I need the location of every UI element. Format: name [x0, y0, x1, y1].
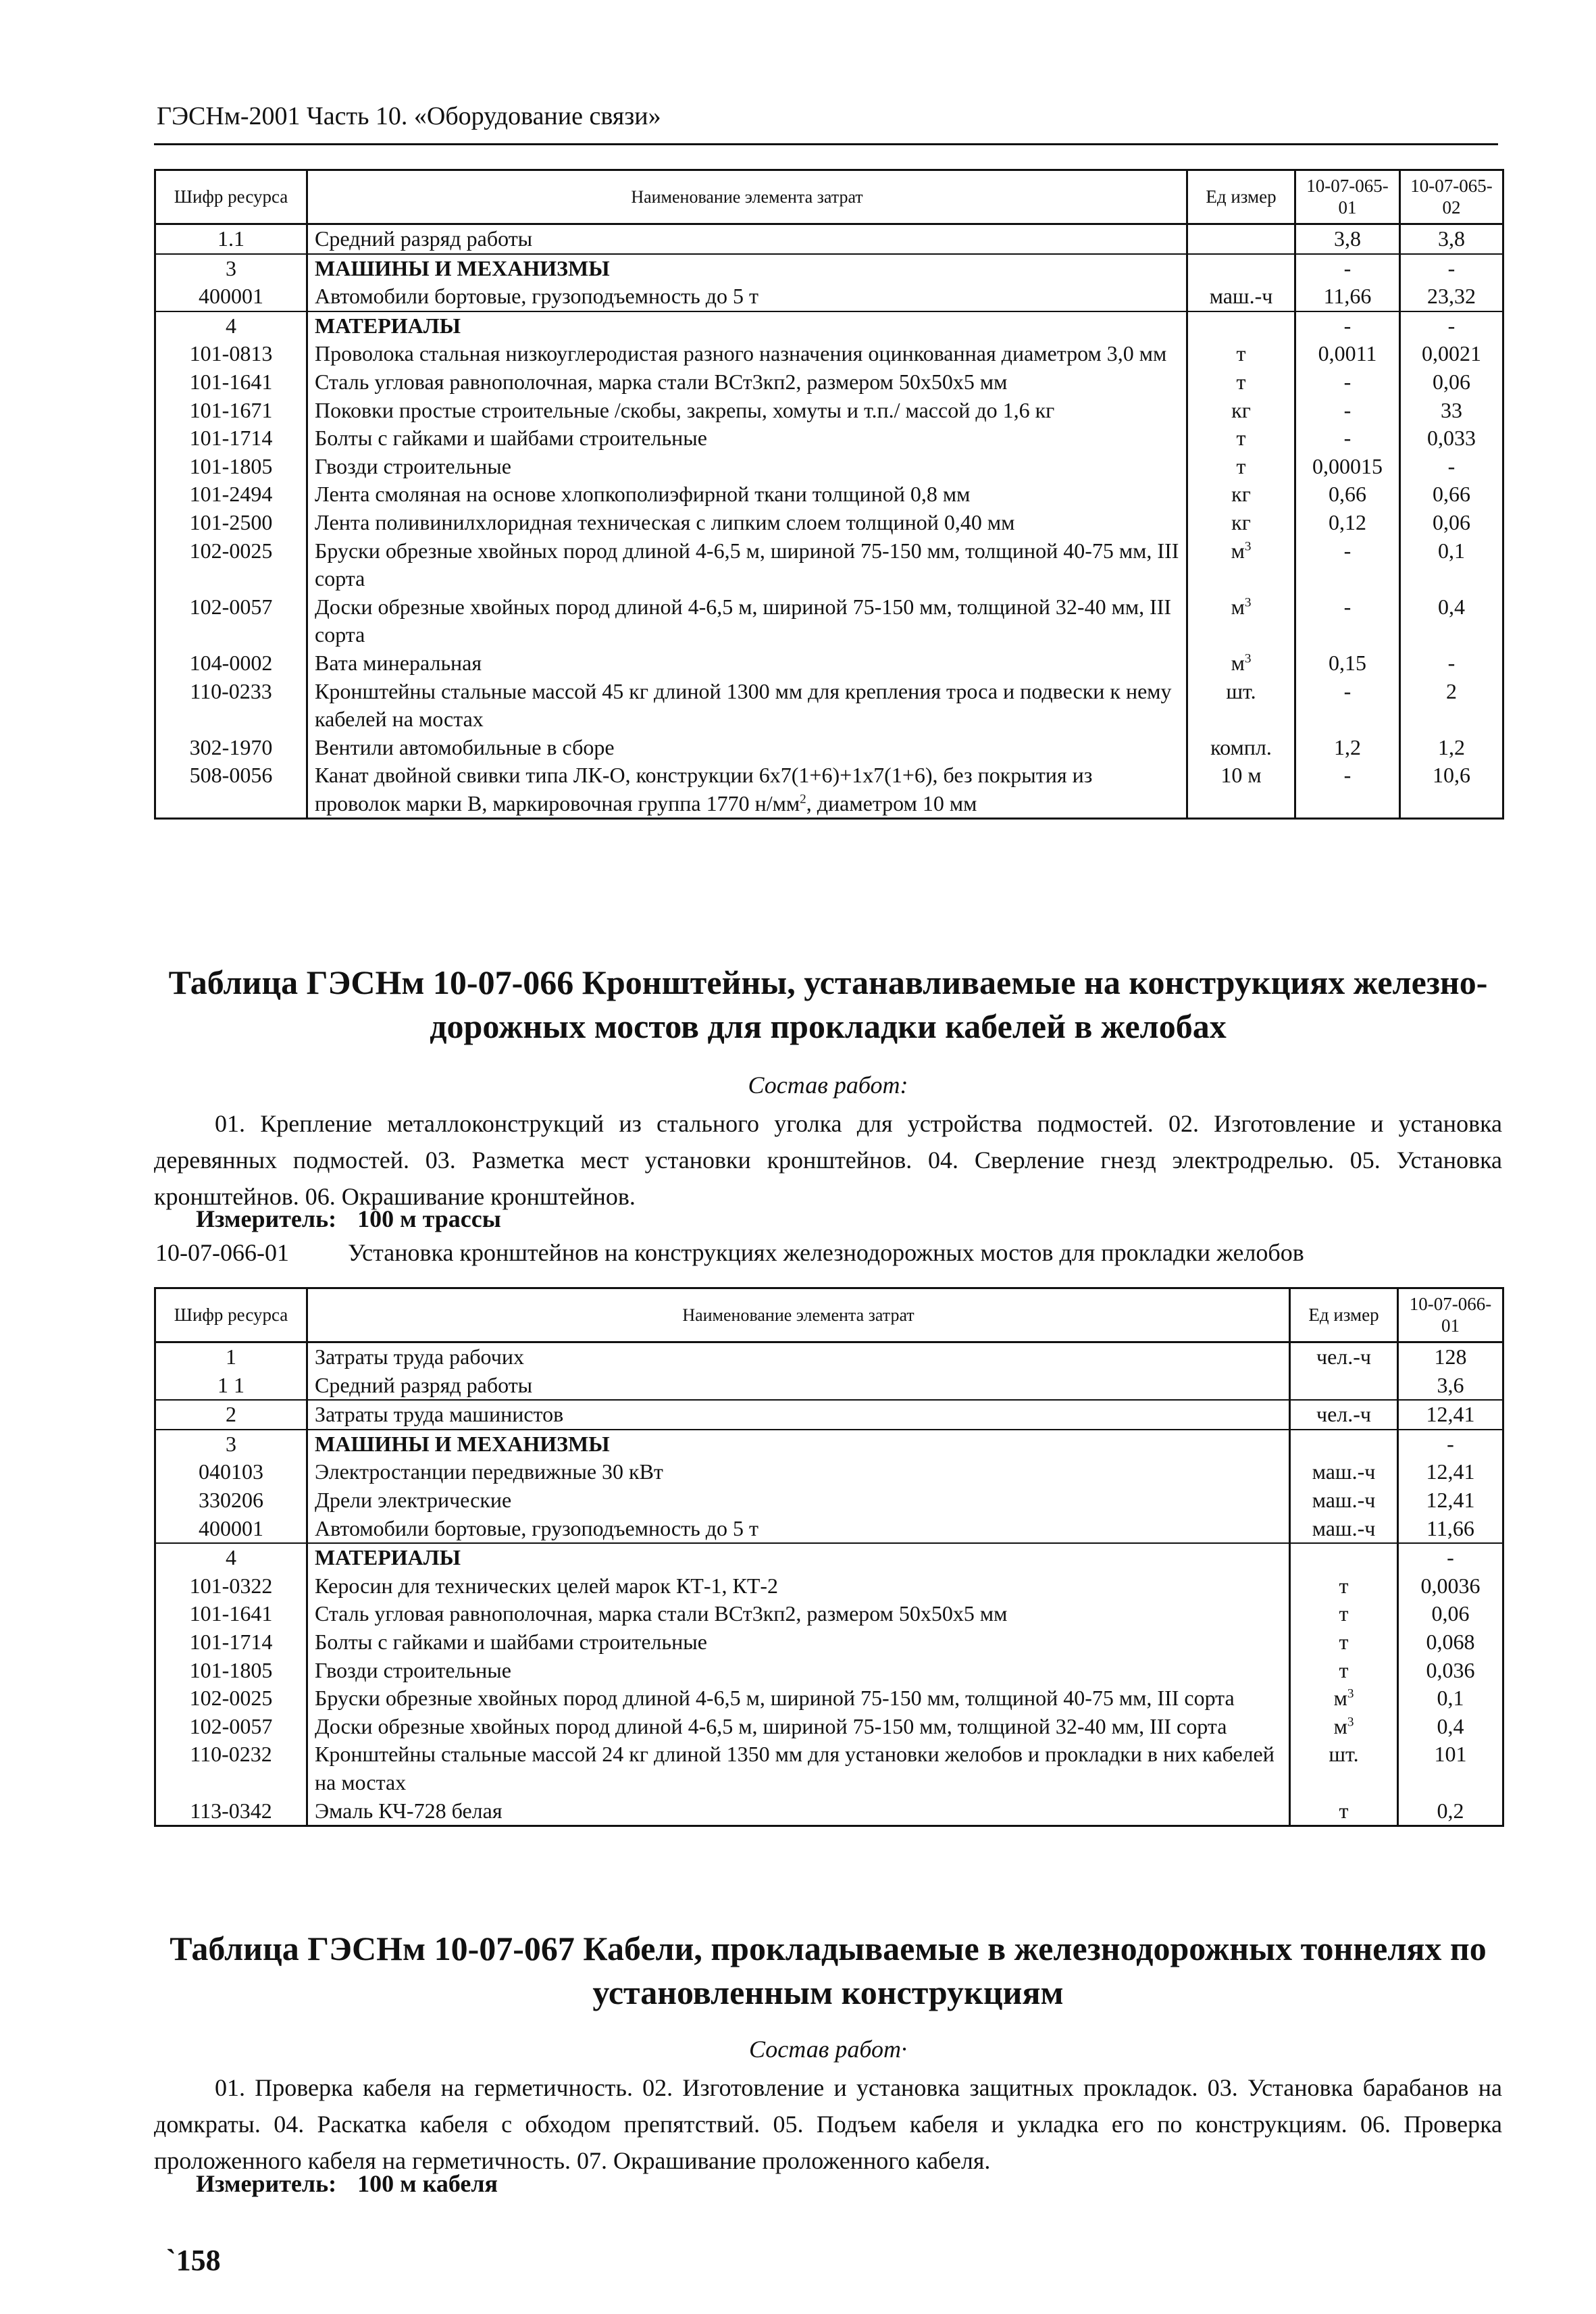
- section-heading: МАТЕРИАЛЫ: [307, 1543, 1290, 1572]
- resource-code: 110-0232: [155, 1740, 307, 1796]
- norm-value-1: 0,4: [1398, 1713, 1503, 1741]
- resource-code: 508-0056: [155, 761, 307, 819]
- table-row: [155, 1572, 1503, 1601]
- resource-code: 101-1641: [155, 368, 307, 397]
- norm-value-2: 0,06: [1400, 368, 1503, 397]
- unit: т: [1290, 1657, 1398, 1685]
- resource-code: 101-1805: [155, 453, 307, 481]
- resource-code: 2: [155, 1400, 307, 1430]
- resource-name: Эмаль КЧ-728 белая: [307, 1797, 1290, 1826]
- resource-code: 101-2494: [155, 480, 307, 509]
- unit: маш.-ч: [1290, 1515, 1398, 1544]
- table-row: [155, 734, 1503, 762]
- table-row: [155, 1740, 1503, 1796]
- resource-code: 1: [155, 1342, 307, 1372]
- section-row: [155, 254, 1503, 283]
- table-row: [155, 509, 1503, 537]
- resource-code: 1.1: [155, 224, 307, 254]
- table-row: [155, 1797, 1503, 1826]
- norm-value-2: -: [1400, 649, 1503, 678]
- col-header-code: Шифр ресурса: [155, 1288, 307, 1342]
- table-row: [155, 1458, 1503, 1486]
- resource-name: Проволока стальная низкоуглеродистая разного назначения оцинкованная диаметром 3,0 мм: [307, 340, 1187, 368]
- resource-code: 101-1805: [155, 1657, 307, 1685]
- norm-value-2: 0,66: [1400, 480, 1503, 509]
- works-caption-066: Состав работ:: [748, 1072, 908, 1099]
- unit: кг: [1187, 480, 1295, 509]
- norm-value-2: 0,0021: [1400, 340, 1503, 368]
- norm-value-1: 12,41: [1398, 1486, 1503, 1515]
- resource-name: Доски обрезные хвойных пород длиной 4-6,5 м, шириной 75-150 мм, толщиной 32-40 мм, III сорта: [307, 1713, 1290, 1741]
- table-row: [155, 397, 1503, 425]
- table-row: [155, 1713, 1503, 1741]
- resource-code: 302-1970: [155, 734, 307, 762]
- norm-line-066-01: [155, 1238, 1499, 1267]
- resource-code: 330206: [155, 1486, 307, 1515]
- unit: т: [1290, 1797, 1398, 1826]
- table-row: [155, 1372, 1503, 1401]
- table-row: [155, 761, 1503, 819]
- table-row: [155, 1600, 1503, 1628]
- norm-value-1: 0,12: [1295, 509, 1400, 537]
- table-row: [155, 1657, 1503, 1685]
- norm-value-2: 33: [1400, 397, 1503, 425]
- norm-value-1: -: [1295, 368, 1400, 397]
- resource-name: Сталь угловая равнополочная, марка стали ВСт3кп2, размером 50х50х5 мм: [307, 1600, 1290, 1628]
- norm-value-1: 0,66: [1295, 480, 1400, 509]
- resource-code: 3: [155, 1430, 307, 1459]
- norm-value-1: 11,66: [1295, 282, 1400, 311]
- unit: 10 м: [1187, 761, 1295, 819]
- section-heading: МАТЕРИАЛЫ: [307, 311, 1187, 341]
- table-066-title-line1: Таблица ГЭСНм 10-07-066 Кронштейны, устанавливаемые на конструкциях железно-: [168, 963, 1488, 1001]
- measure-066: [196, 1205, 501, 1233]
- table-row: [155, 368, 1503, 397]
- table-row: [155, 480, 1503, 509]
- unit: т: [1290, 1600, 1398, 1628]
- table-row: [155, 424, 1503, 453]
- norm-value-1: 0,2: [1398, 1797, 1503, 1826]
- table-row: [155, 1342, 1503, 1372]
- resource-name: Бруски обрезные хвойных пород длиной 4-6,5 м, шириной 75-150 мм, толщиной 40-75 мм, III сорта: [307, 1684, 1290, 1713]
- resource-name: Лента поливинилхлоридная техническая с липким слоем толщиной 0,40 мм: [307, 509, 1187, 537]
- col-header-norm-1: 10-07-066-01: [1398, 1288, 1503, 1342]
- section-row: [155, 1543, 1503, 1572]
- norm-value-1: 128: [1398, 1342, 1503, 1372]
- resource-code: 101-2500: [155, 509, 307, 537]
- norm-value-1: 0,0011: [1295, 340, 1400, 368]
- resource-name: Гвозди строительные: [307, 1657, 1290, 1685]
- resource-name: Затраты труда рабочих: [307, 1342, 1290, 1372]
- resource-code: 040103: [155, 1458, 307, 1486]
- resource-code: 3: [155, 254, 307, 283]
- unit: т: [1187, 424, 1295, 453]
- norm-value-1: -: [1398, 1543, 1503, 1572]
- col-header-norm-1: 10-07-065-01: [1295, 170, 1400, 224]
- resource-name: Средний разряд работы: [307, 224, 1187, 254]
- resource-code: 101-1671: [155, 397, 307, 425]
- unit: [1290, 1543, 1398, 1572]
- norm-value-1: -: [1295, 537, 1400, 593]
- norm-value-1: 11,66: [1398, 1515, 1503, 1544]
- resource-name: Лента смоляная на основе хлопкополиэфирной ткани толщиной 0,8 мм: [307, 480, 1187, 509]
- resource-code: 101-1714: [155, 1628, 307, 1657]
- unit: шт.: [1290, 1740, 1398, 1796]
- cost-table-066: [154, 1287, 1504, 1827]
- resource-name: Вентили автомобильные в сборе: [307, 734, 1187, 762]
- measure-label: Измеритель:: [196, 1205, 337, 1232]
- unit: $м^3$: [1187, 649, 1295, 678]
- table-row: [155, 282, 1503, 311]
- resource-code: 102-0025: [155, 1684, 307, 1713]
- resource-code: 400001: [155, 282, 307, 311]
- norm-value-1: 12,41: [1398, 1400, 1503, 1430]
- resource-code: 4: [155, 311, 307, 341]
- table-row: [155, 1486, 1503, 1515]
- norm-value-1: -: [1295, 678, 1400, 734]
- resource-code: 101-0322: [155, 1572, 307, 1601]
- resource-code: 102-0025: [155, 537, 307, 593]
- resource-name: Автомобили бортовые, грузоподъемность до 5 т: [307, 282, 1187, 311]
- norm-value-2: 2: [1400, 678, 1503, 734]
- col-header-norm-2: 10-07-065-02: [1400, 170, 1503, 224]
- norm-value-1: -: [1295, 761, 1400, 819]
- unit: $м^3$: [1187, 593, 1295, 649]
- norm-value-2: -: [1400, 311, 1503, 341]
- unit: $м^3$: [1290, 1713, 1398, 1741]
- cost-table-065-body: [155, 224, 1503, 819]
- norm-value-2: 23,32: [1400, 282, 1503, 311]
- norm-value-1: 12,41: [1398, 1458, 1503, 1486]
- resource-code: 104-0002: [155, 649, 307, 678]
- resource-name: Керосин для технических целей марок КТ-1, КТ-2: [307, 1572, 1290, 1601]
- unit: чел.-ч: [1290, 1342, 1398, 1372]
- measure-value: 100 м трассы: [357, 1205, 501, 1232]
- unit: [1187, 224, 1295, 254]
- unit: шт.: [1187, 678, 1295, 734]
- unit: $м^3$: [1187, 537, 1295, 593]
- table-row: [155, 340, 1503, 368]
- norm-value-2: 0,1: [1400, 537, 1503, 593]
- unit: кг: [1187, 509, 1295, 537]
- header-rule: [154, 143, 1498, 145]
- norm-value-2: -: [1400, 254, 1503, 283]
- table-row: [155, 678, 1503, 734]
- table-row: [155, 224, 1503, 254]
- norm-value-1: -: [1295, 397, 1400, 425]
- resource-name: Болты с гайками и шайбами строительные: [307, 1628, 1290, 1657]
- unit: маш.-ч: [1290, 1486, 1398, 1515]
- measure-067: [196, 2169, 498, 2198]
- resource-name: Дрели электрические: [307, 1486, 1290, 1515]
- unit: [1290, 1430, 1398, 1459]
- table-row: [155, 453, 1503, 481]
- norm-value-2: -: [1400, 453, 1503, 481]
- resource-code: 4: [155, 1543, 307, 1572]
- norm-value-1: 0,036: [1398, 1657, 1503, 1685]
- resource-code: 1 1: [155, 1372, 307, 1401]
- section-heading: МАШИНЫ И МЕХАНИЗМЫ: [307, 254, 1187, 283]
- works-list-066: 01. Крепление металлоконструкций из стального уголка для устройства подмостей. 02. Изготовление и установка деревянных подмостей. 03. Разметка мест установки кронштейнов. 04. Сверление гнезд электродрелью. 05. Установка кронштейнов. 06. Окрашивание кронштейнов.: [154, 1110, 1502, 1210]
- running-header: ГЭСНм-2001 Часть 10. «Оборудование связи»: [157, 102, 661, 130]
- measure-value: 100 м кабеля: [357, 2170, 498, 2197]
- resource-code: 400001: [155, 1515, 307, 1544]
- norm-value-1: 0,15: [1295, 649, 1400, 678]
- resource-name: Канат двойной свивки типа ЛК-О, конструкции 6х7(1+6)+1х7(1+6), без покрытия из проволок марки В, маркировочная группа 1770 $н/мм^2$, диаметром 10 мм: [307, 761, 1187, 819]
- resource-code: 102-0057: [155, 1713, 307, 1741]
- resource-name: Автомобили бортовые, грузоподъемность до 5 т: [307, 1515, 1290, 1544]
- unit: т: [1187, 368, 1295, 397]
- unit: т: [1187, 340, 1295, 368]
- norm-description: Установка кронштейнов на конструкциях железнодорожных мостов для прокладки желобов: [347, 1239, 1304, 1266]
- norm-value-1: -: [1295, 311, 1400, 341]
- norm-value-2: 0,06: [1400, 509, 1503, 537]
- norm-value-1: -: [1295, 593, 1400, 649]
- norm-value-2: 3,8: [1400, 224, 1503, 254]
- table-066-title-line2: дорожных мостов для прокладки кабелей в желобах: [430, 1007, 1227, 1045]
- norm-value-1: 0,0036: [1398, 1572, 1503, 1601]
- table-066-title: [154, 961, 1502, 1049]
- norm-value-1: 101: [1398, 1740, 1503, 1796]
- unit: чел.-ч: [1290, 1400, 1398, 1430]
- norm-value-1: 3,6: [1398, 1372, 1503, 1401]
- resource-name: Кронштейны стальные массой 24 кг длиной 1350 мм для установки желобов и прокладки в них кабелей на мостах: [307, 1740, 1290, 1796]
- table-row: [155, 1400, 1503, 1430]
- measure-label: Измеритель:: [196, 2170, 337, 2197]
- resource-name: Средний разряд работы: [307, 1372, 1290, 1401]
- norm-value-1: 0,1: [1398, 1684, 1503, 1713]
- unit: [1290, 1372, 1398, 1401]
- resource-name: Бруски обрезные хвойных пород длиной 4-6,5 м, шириной 75-150 мм, толщиной 40-75 мм, III сорта: [307, 537, 1187, 593]
- table-067-title-line1: Таблица ГЭСНм 10-07-067 Кабели, прокладываемые в железнодорожных тоннелях по: [170, 1930, 1487, 1967]
- resource-name: Вата минеральная: [307, 649, 1187, 678]
- resource-code: 113-0342: [155, 1797, 307, 1826]
- cost-table-066-body: [155, 1342, 1503, 1826]
- resource-name: Электростанции передвижные 30 кВт: [307, 1458, 1290, 1486]
- norm-value-1: 3,8: [1295, 224, 1400, 254]
- norm-value-1: -: [1295, 254, 1400, 283]
- norm-value-1: -: [1398, 1430, 1503, 1459]
- unit: [1187, 311, 1295, 341]
- col-header-unit: Ед измер: [1187, 170, 1295, 224]
- norm-value-1: 1,2: [1295, 734, 1400, 762]
- table-row: [155, 1628, 1503, 1657]
- resource-name: Гвозди строительные: [307, 453, 1187, 481]
- norm-value-2: 1,2: [1400, 734, 1503, 762]
- table-row: [155, 537, 1503, 593]
- section-row: [155, 1430, 1503, 1459]
- section-row: [155, 311, 1503, 341]
- resource-name: Сталь угловая равнополочная, марка стали ВСт3кп2, размером 50х50х5 мм: [307, 368, 1187, 397]
- cost-table-065: [154, 169, 1504, 820]
- unit: [1187, 254, 1295, 283]
- unit: маш.-ч: [1187, 282, 1295, 311]
- resource-name: Доски обрезные хвойных пород длиной 4-6,5 м, шириной 75-150 мм, толщиной 32-40 мм, III сорта: [307, 593, 1187, 649]
- unit: компл.: [1187, 734, 1295, 762]
- norm-value-1: 0,00015: [1295, 453, 1400, 481]
- unit: $м^3$: [1290, 1684, 1398, 1713]
- section-heading: МАШИНЫ И МЕХАНИЗМЫ: [307, 1430, 1290, 1459]
- table-row: [155, 593, 1503, 649]
- resource-name: Затраты труда машинистов: [307, 1400, 1290, 1430]
- norm-value-1: 0,068: [1398, 1628, 1503, 1657]
- table-067-title: [154, 1927, 1502, 2015]
- resource-name: Болты с гайками и шайбами строительные: [307, 424, 1187, 453]
- table-row: [155, 649, 1503, 678]
- unit: т: [1290, 1572, 1398, 1601]
- unit: кг: [1187, 397, 1295, 425]
- table-row: [155, 1684, 1503, 1713]
- norm-value-2: 0,4: [1400, 593, 1503, 649]
- resource-code: 101-0813: [155, 340, 307, 368]
- table-067-title-line2: установленным конструкциям: [592, 1973, 1064, 2011]
- works-list-067: 01. Проверка кабеля на герметичность. 02. Изготовление и установка защитных прокладок. 03. Установка барабанов на домкраты. 04. Раскатка кабеля с обходом препятствий. 05. Подъем кабеля и укладка его по конструкциям. 06. Проверка проложенного кабеля на герметичность. 07. Окрашивание проложенного кабеля.: [154, 2074, 1502, 2174]
- col-header-code: Шифр ресурса: [155, 170, 307, 224]
- norm-value-2: 10,6: [1400, 761, 1503, 819]
- unit: маш.-ч: [1290, 1458, 1398, 1486]
- resource-code: 102-0057: [155, 593, 307, 649]
- page-number: `158: [166, 2244, 221, 2277]
- col-header-name: Наименование элемента затрат: [307, 1288, 1290, 1342]
- works-caption-067: Состав работ·: [749, 2036, 907, 2063]
- resource-code: 101-1641: [155, 1600, 307, 1628]
- col-header-unit: Ед измер: [1290, 1288, 1398, 1342]
- norm-value-2: 0,033: [1400, 424, 1503, 453]
- resource-name: Кронштейны стальные массой 45 кг длиной 1300 мм для крепления троса и подвески к нему кабелей на мостах: [307, 678, 1187, 734]
- norm-value-1: 0,06: [1398, 1600, 1503, 1628]
- norm-code: 10-07-066-01: [155, 1239, 289, 1266]
- resource-code: 101-1714: [155, 424, 307, 453]
- unit: т: [1290, 1628, 1398, 1657]
- resource-code: 110-0233: [155, 678, 307, 734]
- unit: т: [1187, 453, 1295, 481]
- resource-name: Поковки простые строительные /скобы, закрепы, хомуты и т.п./ массой до 1,6 кг: [307, 397, 1187, 425]
- col-header-name: Наименование элемента затрат: [307, 170, 1187, 224]
- norm-value-1: -: [1295, 424, 1400, 453]
- table-row: [155, 1515, 1503, 1544]
